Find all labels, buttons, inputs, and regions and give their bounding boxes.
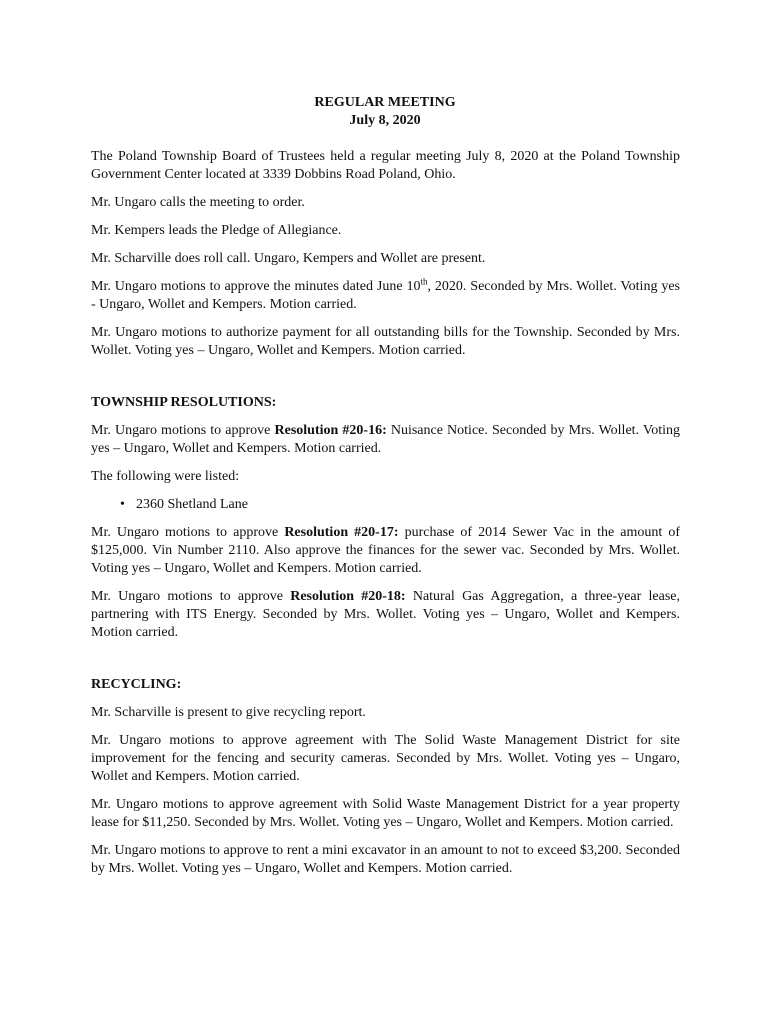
list-item: • 2360 Shetland Lane <box>136 496 680 514</box>
meeting-title: REGULAR MEETING <box>314 95 456 110</box>
resolution-text: purchase of 2014 Sewer Vac in the amount of $125,000. Vin Number 2110. Also approve the finances for the sewer vac. Seconded by Mrs. Wollet. Voting yes – Ungaro, Wollet and Kempers. Motion carried. <box>91 525 680 576</box>
resolution-text: Nuisance Notice. Seconded by Mrs. Wollet. Voting yes – Ungaro, Wollet and Kempers. Motion carried. <box>91 423 680 456</box>
resolution-text: Mr. Ungaro motions to approve <box>91 589 291 604</box>
recycling-motion: Mr. Ungaro motions to approve to rent a mini excavator in an amount to not to exceed $3,200. Seconded by Mrs. Wollet. Voting yes – Ungaro, Wollet and Kempers. Motion carried. <box>91 843 680 876</box>
resolution-number: Resolution #20-18: <box>290 589 406 604</box>
call-to-order: Mr. Ungaro calls the meeting to order. <box>91 195 305 210</box>
resolution-text: Mr. Ungaro motions to approve <box>91 423 275 438</box>
resolution-text: Mr. Ungaro motions to approve <box>91 525 285 540</box>
minutes-motion <box>91 278 680 314</box>
minutes-ordinal: th <box>420 276 428 287</box>
resolutions-heading: TOWNSHIP RESOLUTIONS: <box>91 395 277 410</box>
intro-paragraph: The Poland Township Board of Trustees held a regular meeting July 8, 2020 at the Poland Township Government Center located at 3339 Dobbins Road Poland, Ohio. <box>91 149 680 182</box>
resolution-20-17 <box>91 524 680 578</box>
pledge-paragraph: Mr. Kempers leads the Pledge of Allegiance. <box>91 223 342 238</box>
resolution-20-18 <box>91 588 680 642</box>
recycling-motion: Mr. Ungaro motions to approve agreement with Solid Waste Management District for a year property lease for $11,250. Seconded by Mrs. Wollet. Voting yes – Ungaro, Wollet and Kempers. Motion carried. <box>91 797 680 830</box>
minutes-text-post: , 2020. Seconded by Mrs. Wollet. Voting yes - Ungaro, Wollet and Kempers. Motion carried. <box>91 279 681 312</box>
recycling-heading: RECYCLING: <box>91 677 182 692</box>
recycling-motion: Mr. Ungaro motions to approve agreement with The Solid Waste Management District for site improvement for the fencing and security cameras. Seconded by Mrs. Wollet. Voting yes – Ungaro, Wollet and Kempers. Motion carried. <box>91 733 680 784</box>
minutes-text-pre: Mr. Ungaro motions to approve the minutes dated June 10 <box>91 279 421 294</box>
resolution-20-16 <box>91 422 680 458</box>
document-header <box>0 94 770 130</box>
listed-intro: The following were listed: <box>91 469 240 484</box>
roll-call-paragraph: Mr. Scharville does roll call. Ungaro, Kempers and Wollet are present. <box>91 251 486 266</box>
resolution-number: Resolution #20-17: <box>284 525 399 540</box>
recycling-report: Mr. Scharville is present to give recycling report. <box>91 705 366 720</box>
document-body <box>91 148 680 888</box>
resolution-number: Resolution #20-16: <box>274 423 387 438</box>
bills-motion: Mr. Ungaro motions to authorize payment for all outstanding bills for the Township. Seconded by Mrs. Wollet. Voting yes – Ungaro, Wollet and Kempers. Motion carried. <box>91 325 680 358</box>
listed-properties <box>91 496 680 514</box>
meeting-date: July 8, 2020 <box>349 113 421 128</box>
resolution-text: Natural Gas Aggregation, a three-year lease, partnering with ITS Energy. Seconded by Mrs. Wollet. Voting yes – Ungaro, Wollet and Kempers. Motion carried. <box>91 589 680 640</box>
